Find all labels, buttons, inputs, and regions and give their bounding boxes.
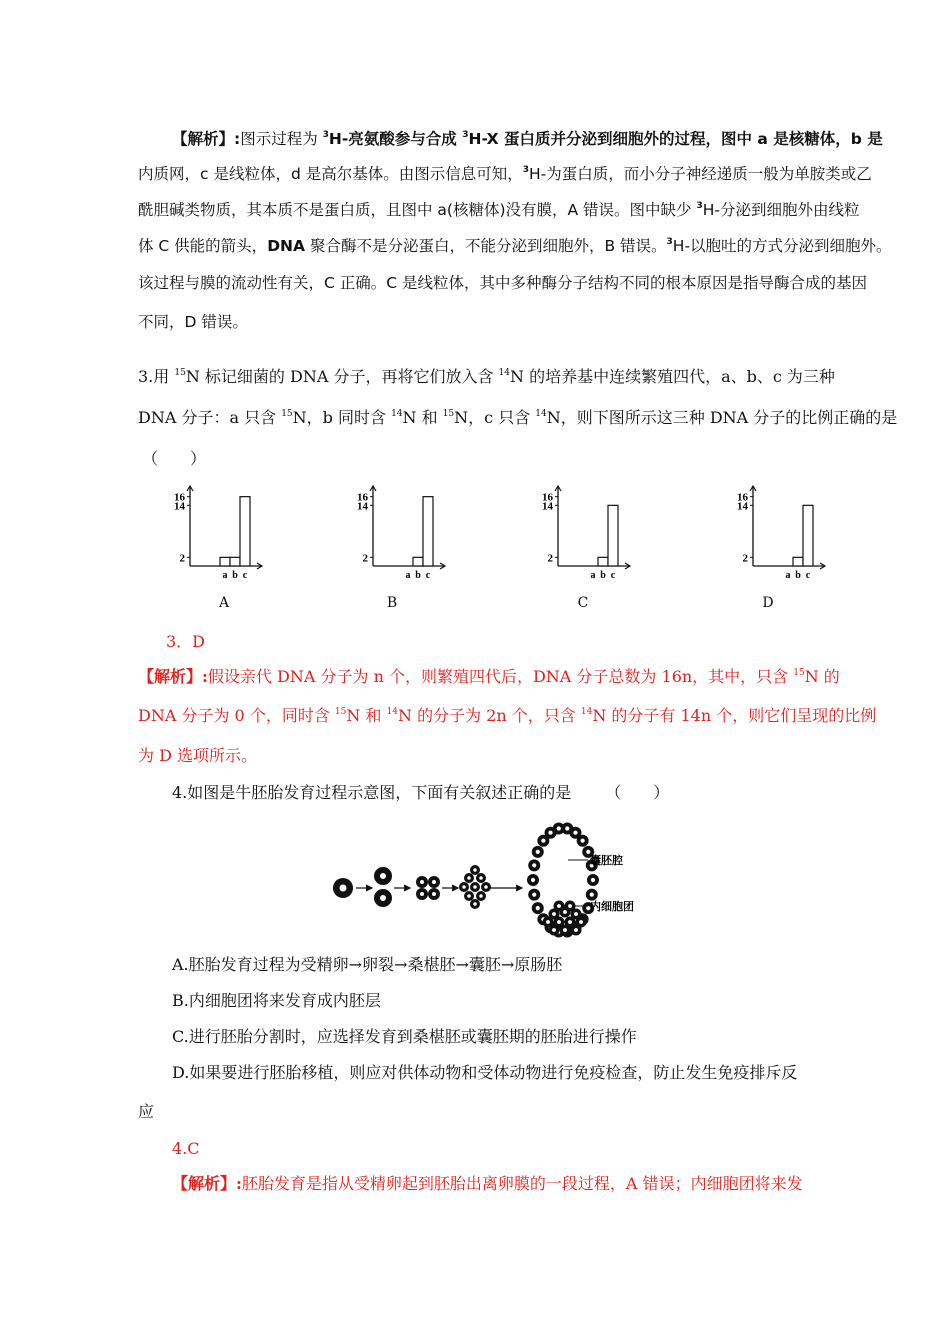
text: H-X 蛋白质并分泌到细胞外的过程，图中 a 是核糖体，b 是 xyxy=(468,130,883,148)
label-blastocoel: 囊胚腔 xyxy=(590,855,623,867)
q4-option-d: D.如果要进行胚胎移植，则应对供体动物和受体动物进行免疫检查，防止发生免疫排斥反 xyxy=(172,1063,798,1082)
cell-nucleus xyxy=(590,893,594,897)
text: 假设亲代 DNA 分子为 n 个，则繁殖四代后，DNA 分子总数为 16n，其中，只含 xyxy=(207,667,794,686)
text: N 标记细菌的 DNA 分子，再将它们放入含 xyxy=(185,367,499,386)
text: H-分泌到细胞外由线粒 xyxy=(702,201,860,219)
cell-nucleus xyxy=(532,863,536,867)
text: 4.如图是牛胚胎发育过程示意图，下面有关叙述正确的是 xyxy=(172,783,572,802)
bar-c xyxy=(240,497,250,566)
embryo-development-figure xyxy=(330,818,660,946)
sup: 14 xyxy=(535,409,547,419)
cell-nucleus xyxy=(579,920,583,924)
bar-c xyxy=(423,497,433,566)
two-cell-shape xyxy=(374,867,392,907)
chart-option-b xyxy=(345,486,455,584)
bar-b xyxy=(230,557,240,566)
sup: 3 xyxy=(522,165,529,175)
cell-nucleus xyxy=(574,928,578,932)
cell-nucleus xyxy=(563,910,567,914)
bar-b xyxy=(793,557,803,566)
chart-option-d xyxy=(725,486,835,584)
option-label-a: A xyxy=(218,595,230,611)
text: 3.用 xyxy=(138,367,175,386)
text: N，则下图所示这三种 DNA 分子的比例正确的是 xyxy=(546,408,898,427)
text: N 的分子有 14n 个，则它们呈现的比例 xyxy=(592,706,877,725)
cell-nucleus xyxy=(479,894,483,898)
text: DNA 分子为 0 个，同时含 xyxy=(138,706,335,725)
sup: 15 xyxy=(334,707,347,717)
y-tick-label: 14 xyxy=(174,500,185,513)
x-tick-label-b: b xyxy=(232,570,238,581)
q3-analysis-line1 xyxy=(138,665,840,689)
y-tick-label: 16 xyxy=(542,491,553,504)
text: 体 C 供能的箭头， xyxy=(138,237,268,255)
text: N 的 xyxy=(804,667,840,686)
cell-nucleus xyxy=(473,902,477,906)
text: N 和 xyxy=(346,706,387,725)
cell-nucleus xyxy=(586,850,590,854)
sup: 14 xyxy=(391,409,403,419)
text: N 的培养基中连续繁殖四代，a、b、c 为三种 xyxy=(510,367,835,386)
x-tick-label-c: c xyxy=(242,570,248,581)
q3-stem-line2 xyxy=(138,406,897,430)
sup: 3 xyxy=(462,130,469,140)
option-label-b: B xyxy=(386,595,398,611)
q2-analysis-line2 xyxy=(138,162,872,186)
x-tick-label-c: c xyxy=(425,570,431,581)
x-tick-label-a: a xyxy=(222,570,228,581)
cell-nucleus xyxy=(581,839,585,843)
bar-c xyxy=(803,505,813,566)
cell-nucleus xyxy=(557,904,561,908)
cell-nucleus xyxy=(565,826,569,830)
bar-b xyxy=(413,557,423,566)
zygote-shape xyxy=(333,878,353,898)
chart-svg-d xyxy=(725,486,835,584)
x-tick-label-b: b xyxy=(600,570,606,581)
cell-nucleus xyxy=(548,831,552,835)
cell-nucleus xyxy=(563,928,567,932)
cell-nucleus xyxy=(557,920,561,924)
y-tick-label: 14 xyxy=(737,500,748,513)
q4-answer: 4.C xyxy=(172,1139,200,1158)
q4-analysis-line1 xyxy=(172,1172,803,1196)
text: H-亮氨酸参与合成 xyxy=(328,130,463,148)
chart-option-a xyxy=(162,486,272,584)
x-tick-label-c: c xyxy=(610,570,616,581)
q2-analysis-line5: 该过程与膜的流动性有关，C 正确。C 是线粒体，其中多种酶分子结构不同的根本原因是指导酶合成的基因 xyxy=(138,274,868,292)
y-tick-label: 2 xyxy=(547,552,553,565)
text: N 和 xyxy=(402,408,443,427)
cell-nucleus xyxy=(591,878,595,882)
cell-nucleus xyxy=(552,928,556,932)
x-tick-label-a: a xyxy=(590,570,596,581)
sup: 15 xyxy=(281,409,293,419)
sup: 3 xyxy=(322,130,329,140)
sup: 15 xyxy=(793,668,805,678)
cell-nucleus xyxy=(484,885,488,889)
sup: 15 xyxy=(442,409,455,419)
bar-c xyxy=(608,505,618,566)
x-tick-label-c: c xyxy=(805,570,811,581)
q4-option-a: A.胚胎发育过程为受精卵→卵裂→桑椹胚→囊胚→原肠胚 xyxy=(172,955,563,974)
cell-nucleus xyxy=(473,885,477,889)
text: 内质网，c 是线粒体，d 是高尔基体。由图示信息可知， xyxy=(138,165,523,183)
analysis-tag: 【解析】: xyxy=(138,667,208,686)
text: DNA 分子：a 只含 xyxy=(138,408,282,427)
text: 聚合酶不是分泌蛋白，不能分泌到细胞外，B 错误。 xyxy=(305,237,667,255)
cell-nucleus xyxy=(467,894,471,898)
text: （ ） xyxy=(605,783,670,802)
morula-shape xyxy=(459,865,491,909)
y-tick-label: 14 xyxy=(542,500,553,513)
cell-nucleus xyxy=(568,904,572,908)
analysis-tag: 【解析】: xyxy=(172,1174,242,1193)
bar-b xyxy=(598,557,608,566)
cell-nucleus xyxy=(541,839,545,843)
text: H-为蛋白质，而小分子神经递质一般为单胺类或乙 xyxy=(528,165,872,183)
cell-nucleus xyxy=(473,868,477,872)
sup: 3 xyxy=(696,201,703,211)
sup: 15 xyxy=(174,368,186,378)
sup: 14 xyxy=(580,707,593,717)
chart-option-c xyxy=(530,486,640,584)
text: N 的分子为 2n 个，只含 xyxy=(398,706,581,725)
sup: 3 xyxy=(666,237,673,247)
cell-nucleus xyxy=(568,920,572,924)
sup: 14 xyxy=(386,707,399,717)
option-label-d: D xyxy=(762,595,774,611)
blastocyst-shape xyxy=(527,823,599,938)
x-tick-label-a: a xyxy=(405,570,411,581)
y-tick-label: 2 xyxy=(742,552,748,565)
label-inner-cell-mass: 内细胞团 xyxy=(590,901,634,913)
q3-analysis-line2 xyxy=(138,704,876,728)
cell-nucleus xyxy=(467,876,471,880)
text: N，b 同时含 xyxy=(292,408,392,427)
q2-analysis-line6: 不同，D 错误。 xyxy=(138,313,248,331)
q2-analysis-line3 xyxy=(138,198,860,222)
q3-paren: （ ） xyxy=(142,449,207,468)
x-tick-label-b: b xyxy=(415,570,421,581)
q2-analysis-line4 xyxy=(138,234,892,258)
cell-nucleus xyxy=(574,912,578,916)
cell-nucleus xyxy=(536,906,540,910)
cell-nucleus xyxy=(532,893,536,897)
q4-stem xyxy=(172,781,669,805)
cell-nucleus xyxy=(552,912,556,916)
cell-nucleus xyxy=(531,878,535,882)
q3-analysis-line3: 为 D 选项所示。 xyxy=(138,746,258,765)
q3-answer: 3．D xyxy=(166,632,206,651)
q3-stem-line1 xyxy=(138,365,835,389)
y-tick-label: 2 xyxy=(362,552,368,565)
cell-nucleus xyxy=(479,876,483,880)
cell-nucleus xyxy=(536,850,540,854)
text: 酰胆碱类物质，其本质不是蛋白质，且图中 a(核糖体)没有膜，A 错误。图中缺少 xyxy=(138,201,697,219)
y-tick-label: 2 xyxy=(179,552,185,565)
y-tick-label: 16 xyxy=(737,491,748,504)
text: DNA xyxy=(267,237,306,255)
text: H-以胞吐的方式分泌到细胞外。 xyxy=(672,237,892,255)
analysis-tag: 【解析】: xyxy=(172,130,241,148)
text: 图示过程为 xyxy=(240,130,323,148)
four-cell-shape xyxy=(416,876,440,900)
q2-analysis-line1 xyxy=(172,127,883,151)
q4-option-d-cont: 应 xyxy=(138,1102,155,1121)
option-label-c: C xyxy=(577,595,589,611)
q4-option-c: C.进行胚胎分割时，应选择发育到桑椹胚或囊胚期的胚胎进行操作 xyxy=(172,1027,637,1046)
bar-a xyxy=(220,557,230,566)
y-tick-label: 16 xyxy=(174,491,185,504)
cell-nucleus xyxy=(546,920,550,924)
cell-nucleus xyxy=(462,885,466,889)
text: 胚胎发育是指从受精卵起到胚胎出离卵膜的一段过程，A 错误；内细胞团将来发 xyxy=(241,1174,803,1193)
x-tick-label-b: b xyxy=(795,570,801,581)
q4-option-b: B.内细胞团将来发育成内胚层 xyxy=(172,991,381,1010)
chart-svg-a xyxy=(162,486,272,584)
cell-nucleus xyxy=(557,826,561,830)
y-tick-label: 14 xyxy=(357,500,368,513)
y-tick-label: 16 xyxy=(357,491,368,504)
sup: 14 xyxy=(498,368,510,378)
cell-nucleus xyxy=(573,831,577,835)
text: N，c 只含 xyxy=(454,408,536,427)
chart-svg-c xyxy=(530,486,640,584)
x-tick-label-a: a xyxy=(785,570,791,581)
chart-svg-b xyxy=(345,486,455,584)
